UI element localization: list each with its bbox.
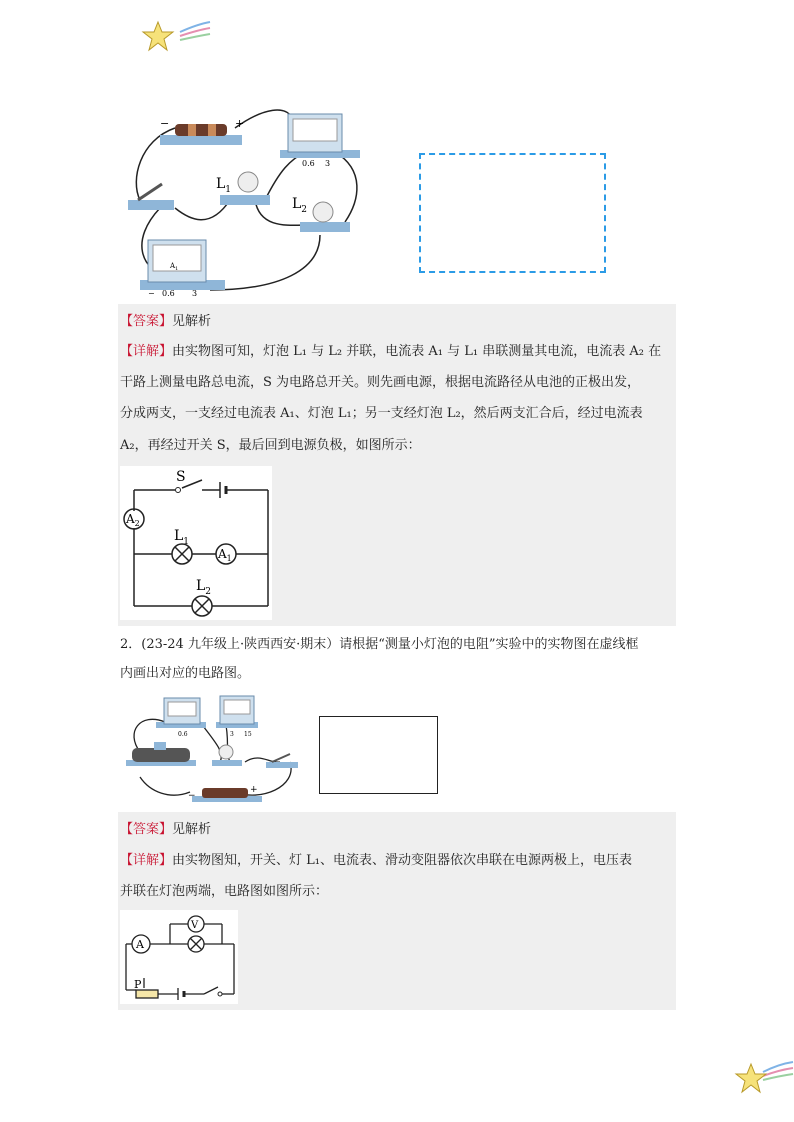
q2-detail-line-1 <box>120 851 632 871</box>
q1-schematic-circuit <box>120 466 272 620</box>
q1-answer-bracket: 【答案】 <box>120 314 173 329</box>
q2-stem-line-2: 内画出对应的电路图。 <box>120 666 251 681</box>
q2-detail-text-1: 由实物图知，开关、灯 L₁、电流表、滑动变阻器依次串联在电源两极上，电压表 <box>172 853 632 868</box>
q1-detail-text-1: 由实物图可知，灯泡 L₁ 与 L₂ 并联，电流表 A₁ 与 L₁ 串联测量其电流，电流表 A₂ 在 <box>172 344 662 359</box>
battery-minus-label: − <box>160 117 170 130</box>
q2-detail-line-2: 并联在灯泡两端，电路图如图所示： <box>120 884 329 899</box>
star-decoration-bottom <box>733 1058 794 1098</box>
bottom-meter-06-label: 0.6 <box>162 289 175 298</box>
q2-voltmeter-15-label: 15 <box>244 731 252 738</box>
q1-detail-line-4: A₂，再经过开关 S，最后回到电源负极，如图所示： <box>120 438 421 453</box>
q2-voltmeter-3-label: 3 <box>230 731 234 738</box>
q2-ammeter-scale-label: 0.6 <box>178 731 188 738</box>
q2-ammeter-symbol-label: A <box>136 938 144 951</box>
star-decoration-top <box>140 18 215 58</box>
bottom-meter-3-label: 3 <box>192 289 198 298</box>
top-meter-3-label: 3 <box>325 159 331 168</box>
q2-physical-circuit-figure <box>120 692 300 804</box>
q2-battery-minus-label: − <box>188 791 196 801</box>
q1-detail-line-1 <box>120 342 661 362</box>
q1-detail-bracket: 【详解】 <box>120 344 173 359</box>
battery-plus-label: + <box>235 117 245 130</box>
l1-symbol-label: $L_1$ <box>174 528 190 547</box>
q2-answer-frame <box>319 716 438 794</box>
l2-label: $L_2$ <box>292 196 308 215</box>
q2-voltmeter-symbol-label: V <box>191 920 199 931</box>
q1-dashed-answer-frame <box>419 153 606 273</box>
q1-answer-line <box>120 312 211 332</box>
q1-answer-text: 见解析 <box>172 314 212 329</box>
a1-meter-label: $A_1$ <box>170 262 179 272</box>
q2-answer-line <box>120 820 211 840</box>
q2-battery-plus-label: + <box>250 785 258 795</box>
q2-stem-line-1: 2．(23-24 九年级上·陕西西安·期末）请根据“测量小灯泡的电阻”实验中的实物图在虚线框 <box>120 637 639 652</box>
q2-rheostat-p-label: P <box>134 978 142 991</box>
q1-detail-line-3: 分成两支，一支经过电流表 A₁、灯泡 L₁；另一支经灯泡 L₂，然后两支汇合后，经过电流表 <box>120 406 643 421</box>
a1-symbol-label: $A_1$ <box>218 547 232 563</box>
q2-detail-bracket: 【详解】 <box>120 853 173 868</box>
l2-symbol-label: $L_2$ <box>196 578 212 597</box>
l1-label: $L_1$ <box>216 176 232 195</box>
q2-answer-bracket: 【答案】 <box>120 822 173 837</box>
q2-answer-text: 见解析 <box>172 822 212 837</box>
a2-symbol-label: $A_2$ <box>126 512 140 528</box>
q1-detail-line-2: 干路上测量电路总电流，S 为电路总开关。则先画电源，根据电流路径从电池的正极出发， <box>120 375 641 390</box>
top-meter-06-label: 0.6 <box>302 159 315 168</box>
q2-schematic-circuit <box>120 910 238 1004</box>
q1-physical-circuit-figure <box>120 100 370 300</box>
bottom-meter-minus-label: − <box>148 289 155 298</box>
s-switch-label: S <box>176 469 186 485</box>
